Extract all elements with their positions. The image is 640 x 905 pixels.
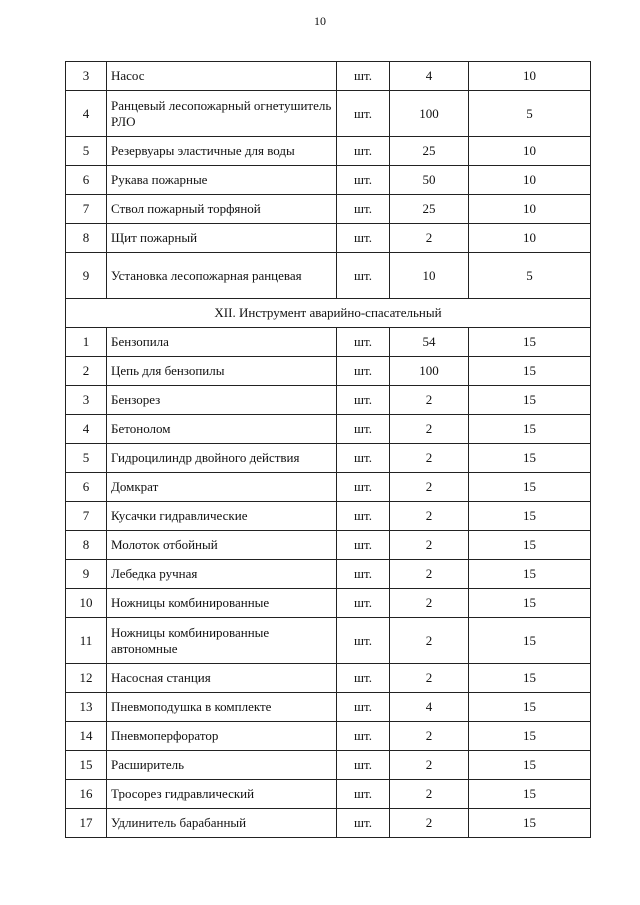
row-number-cell: 11 (66, 618, 107, 664)
item-name-cell: Молоток отбойный (107, 531, 337, 560)
row-number-cell: 4 (66, 91, 107, 137)
quantity-cell: 2 (390, 444, 469, 473)
table-row (66, 473, 591, 502)
unit-cell: шт. (337, 444, 390, 473)
quantity-cell: 100 (390, 91, 469, 137)
service-years-cell: 10 (469, 137, 591, 166)
service-years-cell: 15 (469, 722, 591, 751)
table-row (66, 722, 591, 751)
service-years-cell: 5 (469, 91, 591, 137)
service-years-cell: 15 (469, 473, 591, 502)
quantity-cell: 2 (390, 386, 469, 415)
row-number-cell: 5 (66, 444, 107, 473)
service-years-cell: 15 (469, 809, 591, 838)
item-name-cell: Пневмоподушка в комплекте (107, 693, 337, 722)
table-row (66, 560, 591, 589)
table-row (66, 502, 591, 531)
quantity-cell: 10 (390, 253, 469, 299)
item-name-cell: Лебедка ручная (107, 560, 337, 589)
item-name-cell: Установка лесопожарная ранцевая (107, 253, 337, 299)
item-name-cell: Домкрат (107, 473, 337, 502)
item-name-cell: Пневмоперфоратор (107, 722, 337, 751)
table-row (66, 137, 591, 166)
table-row (66, 328, 591, 357)
unit-cell: шт. (337, 253, 390, 299)
table-row (66, 693, 591, 722)
service-years-cell: 10 (469, 62, 591, 91)
quantity-cell: 2 (390, 780, 469, 809)
row-number-cell: 2 (66, 357, 107, 386)
table-row (66, 62, 591, 91)
unit-cell: шт. (337, 809, 390, 838)
item-name-cell: Бензорез (107, 386, 337, 415)
unit-cell: шт. (337, 722, 390, 751)
table-row (66, 357, 591, 386)
row-number-cell: 14 (66, 722, 107, 751)
item-name-cell: Рукава пожарные (107, 166, 337, 195)
service-years-cell: 15 (469, 502, 591, 531)
table-row (66, 444, 591, 473)
service-years-cell: 15 (469, 415, 591, 444)
row-number-cell: 7 (66, 195, 107, 224)
row-number-cell: 5 (66, 137, 107, 166)
table-row (66, 166, 591, 195)
table-row (66, 751, 591, 780)
table-row (66, 195, 591, 224)
row-number-cell: 10 (66, 589, 107, 618)
quantity-cell: 2 (390, 664, 469, 693)
unit-cell: шт. (337, 328, 390, 357)
service-years-cell: 15 (469, 664, 591, 693)
unit-cell: шт. (337, 664, 390, 693)
inventory-table (65, 61, 591, 838)
row-number-cell: 12 (66, 664, 107, 693)
item-name-cell: Тросорез гидравлический (107, 780, 337, 809)
quantity-cell: 2 (390, 589, 469, 618)
table-row (66, 386, 591, 415)
unit-cell: шт. (337, 415, 390, 444)
quantity-cell: 25 (390, 137, 469, 166)
unit-cell: шт. (337, 386, 390, 415)
quantity-cell: 25 (390, 195, 469, 224)
quantity-cell: 4 (390, 693, 469, 722)
row-number-cell: 4 (66, 415, 107, 444)
unit-cell: шт. (337, 502, 390, 531)
row-number-cell: 15 (66, 751, 107, 780)
quantity-cell: 4 (390, 62, 469, 91)
row-number-cell: 3 (66, 62, 107, 91)
unit-cell: шт. (337, 166, 390, 195)
item-name-cell: Щит пожарный (107, 224, 337, 253)
item-name-cell: Бензопила (107, 328, 337, 357)
item-name-cell: Насосная станция (107, 664, 337, 693)
quantity-cell: 2 (390, 473, 469, 502)
quantity-cell: 2 (390, 531, 469, 560)
table-row (66, 415, 591, 444)
item-name-cell: Резервуары эластичные для воды (107, 137, 337, 166)
row-number-cell: 9 (66, 560, 107, 589)
quantity-cell: 2 (390, 618, 469, 664)
unit-cell: шт. (337, 780, 390, 809)
service-years-cell: 10 (469, 195, 591, 224)
quantity-cell: 2 (390, 415, 469, 444)
service-years-cell: 5 (469, 253, 591, 299)
unit-cell: шт. (337, 224, 390, 253)
unit-cell: шт. (337, 531, 390, 560)
item-name-cell: Насос (107, 62, 337, 91)
row-number-cell: 6 (66, 473, 107, 502)
row-number-cell: 8 (66, 531, 107, 560)
row-number-cell: 3 (66, 386, 107, 415)
item-name-cell: Цепь для бензопилы (107, 357, 337, 386)
row-number-cell: 13 (66, 693, 107, 722)
unit-cell: шт. (337, 195, 390, 224)
service-years-cell: 15 (469, 328, 591, 357)
item-name-cell: Ствол пожарный торфяной (107, 195, 337, 224)
item-name-cell: Удлинитель барабанный (107, 809, 337, 838)
unit-cell: шт. (337, 473, 390, 502)
service-years-cell: 15 (469, 531, 591, 560)
quantity-cell: 2 (390, 560, 469, 589)
service-years-cell: 15 (469, 444, 591, 473)
service-years-cell: 15 (469, 618, 591, 664)
table-row (66, 589, 591, 618)
section-title: XII. Инструмент аварийно-спасательный (66, 299, 591, 328)
table-row (66, 224, 591, 253)
quantity-cell: 2 (390, 722, 469, 751)
row-number-cell: 16 (66, 780, 107, 809)
unit-cell: шт. (337, 560, 390, 589)
row-number-cell: 9 (66, 253, 107, 299)
page-number: 10 (314, 14, 326, 28)
table-row (66, 809, 591, 838)
table-row (66, 780, 591, 809)
inventory-table-body (66, 62, 591, 838)
item-name-cell: Бетонолом (107, 415, 337, 444)
item-name-cell: Расширитель (107, 751, 337, 780)
unit-cell: шт. (337, 91, 390, 137)
unit-cell: шт. (337, 693, 390, 722)
item-name-cell: Ножницы комбинированные автономные (107, 618, 337, 664)
unit-cell: шт. (337, 357, 390, 386)
service-years-cell: 15 (469, 693, 591, 722)
table-row (66, 531, 591, 560)
item-name-cell: Ножницы комбинированные (107, 589, 337, 618)
row-number-cell: 7 (66, 502, 107, 531)
quantity-cell: 50 (390, 166, 469, 195)
unit-cell: шт. (337, 589, 390, 618)
service-years-cell: 15 (469, 386, 591, 415)
row-number-cell: 1 (66, 328, 107, 357)
quantity-cell: 100 (390, 357, 469, 386)
service-years-cell: 15 (469, 751, 591, 780)
row-number-cell: 6 (66, 166, 107, 195)
item-name-cell: Гидроцилиндр двойного действия (107, 444, 337, 473)
service-years-cell: 15 (469, 357, 591, 386)
table-row (66, 618, 591, 664)
section-header-row (66, 299, 591, 328)
unit-cell: шт. (337, 751, 390, 780)
service-years-cell: 10 (469, 224, 591, 253)
service-years-cell: 10 (469, 166, 591, 195)
item-name-cell: Ранцевый лесопожарный огнетушитель РЛО (107, 91, 337, 137)
unit-cell: шт. (337, 137, 390, 166)
service-years-cell: 15 (469, 560, 591, 589)
service-years-cell: 15 (469, 780, 591, 809)
quantity-cell: 54 (390, 328, 469, 357)
table-row (66, 253, 591, 299)
row-number-cell: 17 (66, 809, 107, 838)
quantity-cell: 2 (390, 502, 469, 531)
unit-cell: шт. (337, 618, 390, 664)
unit-cell: шт. (337, 62, 390, 91)
row-number-cell: 8 (66, 224, 107, 253)
item-name-cell: Кусачки гидравлические (107, 502, 337, 531)
service-years-cell: 15 (469, 589, 591, 618)
quantity-cell: 2 (390, 224, 469, 253)
quantity-cell: 2 (390, 809, 469, 838)
table-row (66, 91, 591, 137)
quantity-cell: 2 (390, 751, 469, 780)
table-row (66, 664, 591, 693)
